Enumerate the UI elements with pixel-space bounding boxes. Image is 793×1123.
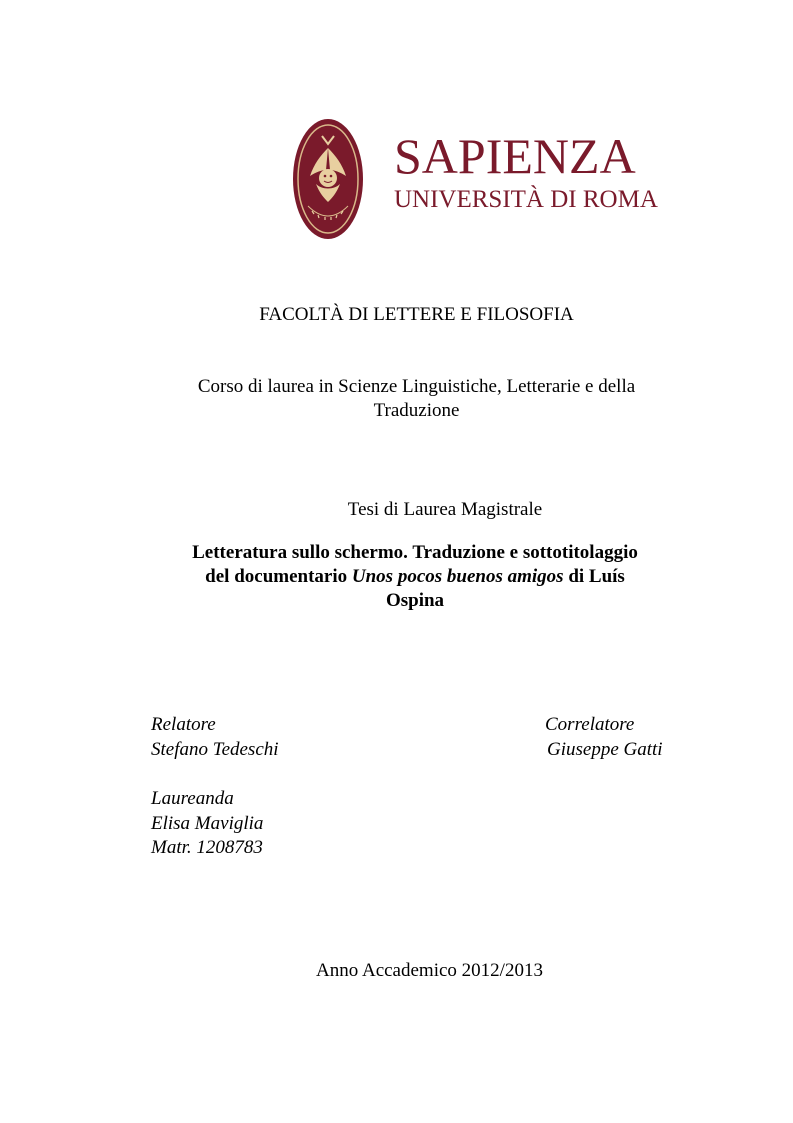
course-name	[20, 375, 793, 423]
course-line-1: Corso di laurea in Scienze Linguistiche, Letterarie e della	[197, 376, 636, 397]
university-seal-icon	[292, 118, 364, 240]
relatore-name: Stefano Tedeschi	[151, 738, 279, 760]
course-line-2: Traduzione	[373, 400, 460, 421]
relatore-block	[151, 713, 279, 762]
thesis-title-line-3: Ospina	[385, 590, 445, 611]
thesis-title-part-after: di Luís	[563, 566, 625, 587]
correlatore-name: Giuseppe Gatti	[547, 738, 663, 760]
thesis-title-part-before: del documentario	[205, 566, 352, 587]
brand-main: SAPIENZA	[394, 128, 636, 184]
thesis-type: Tesi di Laurea Magistrale	[347, 499, 543, 520]
brand-sub: UNIVERSITÀ DI ROMA	[394, 186, 658, 213]
laureanda-matricola: Matr. 1208783	[151, 837, 263, 858]
university-logo	[292, 118, 658, 240]
laureanda-block	[151, 787, 263, 861]
thesis-title-line-2	[120, 565, 710, 589]
correlatore-block	[545, 713, 663, 762]
faculty-name: FACOLTÀ DI LETTERE E FILOSOFIA	[259, 304, 574, 325]
relatore-label: Relatore	[151, 714, 216, 735]
thesis-title-line-1: Letteratura sullo schermo. Traduzione e sottotitolaggio	[192, 542, 638, 563]
thesis-title-film-name: Unos pocos buenos amigos	[351, 566, 564, 587]
university-wordmark	[394, 128, 658, 214]
academic-year: Anno Accademico 2012/2013	[316, 960, 543, 981]
correlatore-label: Correlatore	[545, 714, 635, 735]
laureanda-label: Laureanda	[151, 788, 234, 809]
laureanda-name: Elisa Maviglia	[151, 812, 264, 834]
thesis-title	[120, 541, 710, 613]
